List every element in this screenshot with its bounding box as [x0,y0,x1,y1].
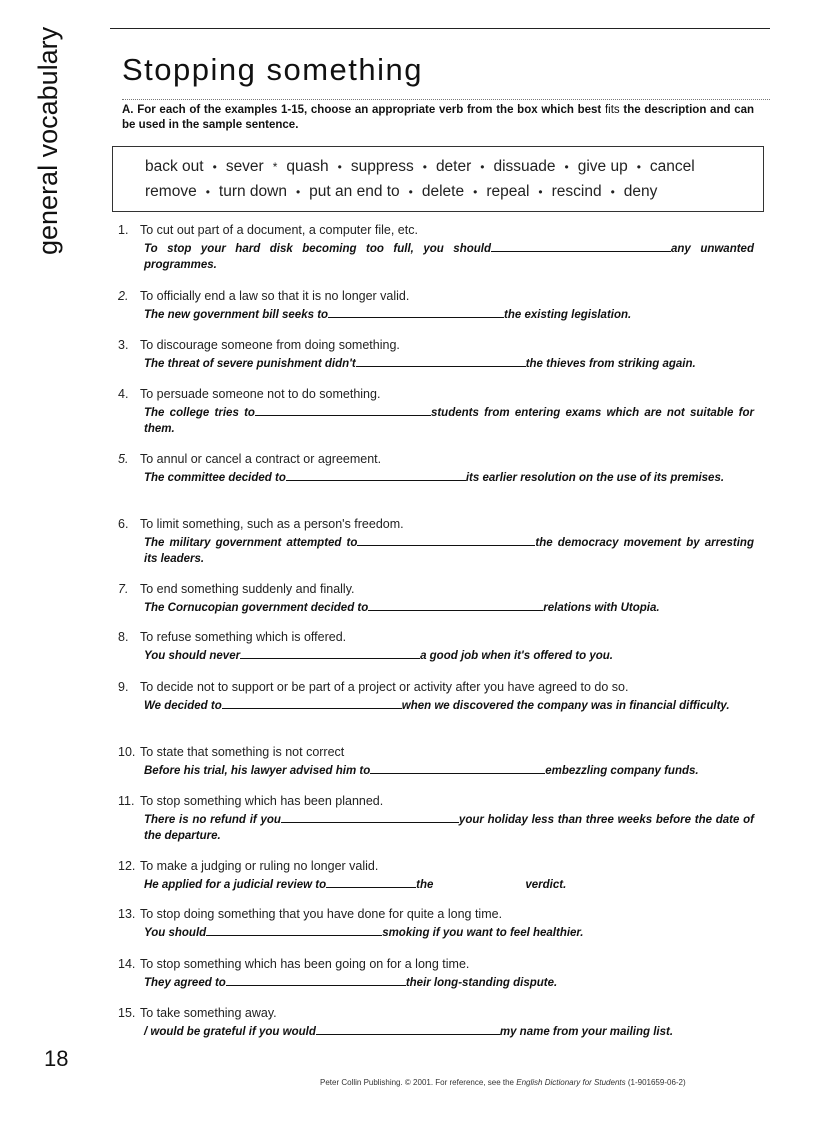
word: deter [435,158,472,175]
item-sentence: There is no refund if you your holiday less than three weeks before the date of the departure. [118,811,754,844]
item-sentence: The committee decided to its earlier resolution on the use of its premises. [118,469,754,486]
item-definition: To stop something which has been going on for a long time. [140,957,470,971]
item-sentence: The new government bill seeks to the existing legislation. [118,306,754,323]
item-definition: To officially end a law so that it is no longer valid. [140,289,410,303]
item-sentence: They agreed to their long-standing dispute. [118,974,754,991]
item-definition: To persuade someone not to do something. [140,387,381,401]
item-number: 2. [118,289,129,303]
bullet: • [422,160,427,174]
top-rule [110,28,770,29]
item-sentence: / would be grateful if you would my name from your mailing list. [118,1023,754,1040]
item-definition: To stop doing something that you have done for quite a long time. [140,907,503,921]
word: suppress [350,158,414,175]
bullet: • [295,185,301,199]
page-title: Stopping something [122,52,424,87]
item-sentence: Before his trial, his lawyer advised him to embezzling company funds. [118,762,754,779]
item-number: 15. [118,1006,136,1020]
exercise-item [118,793,754,844]
item-number: 7. [118,582,129,596]
footer-isbn: (1-901659-06-2) [627,1078,686,1087]
instructions [122,103,754,133]
exercise-item [118,906,754,941]
item-definition: To take something away. [140,1006,277,1020]
answer-blank[interactable] [255,404,431,416]
exercise-item [118,386,754,437]
word: turn down [218,183,287,200]
item-definition: To cut out part of a document, a computer file, etc. [140,223,418,237]
bullet: • [636,160,641,174]
item-definition: To state that something is not correct [140,745,345,759]
exercise-item [118,581,754,616]
word: cancel [649,158,695,175]
exercise-item [118,858,754,893]
exercise-item [118,337,754,372]
item-definition: To refuse something which is offered. [140,630,347,644]
asterisk-separator: * [272,160,278,174]
word: dissuade [493,158,556,175]
footer [320,1078,686,1087]
item-definition: To annul or cancel a contract or agreement. [140,452,382,466]
exercise-item [118,629,754,664]
item-number: 1. [118,223,129,237]
word: repeal [486,183,530,200]
exercise-item [118,679,754,714]
word: quash [286,158,329,175]
item-sentence: You should smoking if you want to feel healthier. [118,924,754,941]
answer-blank[interactable] [356,355,526,367]
answer-blank[interactable] [370,762,545,774]
exercise-item [118,451,754,486]
answer-blank[interactable] [491,240,671,252]
exercise-item [118,744,754,779]
word: deny [623,183,658,200]
item-sentence: The college tries to students from entering exams which are not suitable for them. [118,404,754,437]
word: sever [225,158,264,175]
bullet: • [473,185,478,199]
item-number: 14. [118,957,136,971]
item-number: 9. [118,680,129,694]
word: put an end to [309,183,400,200]
exercise-item [118,1005,754,1040]
word-box [112,146,764,212]
item-definition: To stop something which has been planned. [140,794,384,808]
side-label: general vocabulary [33,26,63,255]
item-definition: To limit something, such as a person's freedom. [140,517,404,531]
instructions-bold-2: the description and can be used in the sample sentence. [122,104,755,131]
item-sentence: The Cornucopian government decided to relations with Utopia. [118,599,754,616]
item-sentence: We decided to when we discovered the company was in financial difficulty. [118,697,754,714]
item-number: 4. [118,387,129,401]
exercise-item [118,222,754,273]
bullet: • [337,160,342,174]
word-box-line-1 [145,158,695,176]
answer-blank[interactable] [368,599,543,611]
answer-blank[interactable] [316,1023,500,1035]
answer-blank[interactable] [357,534,535,546]
item-number: 6. [118,517,129,531]
item-number: 11. [118,794,135,808]
bullet: • [212,160,217,174]
item-sentence: The military government attempted to the democracy movement by arresting its leaders. [118,534,754,567]
answer-blank[interactable] [226,974,406,986]
answer-blank[interactable] [281,811,459,823]
exercise-item [118,956,754,991]
bullet: • [538,185,543,199]
answer-blank[interactable] [286,469,466,481]
bullet: • [480,160,485,174]
bullet: • [564,160,569,174]
item-number: 10. [118,745,136,759]
bullet: • [610,185,615,199]
answer-blank[interactable] [206,924,382,936]
instructions-bold: A. For each of the examples 1-15, choose an appropriate verb from the box which best [122,104,602,116]
exercise-item [118,288,754,323]
bullet: • [205,185,210,199]
item-sentence: He applied for a judicial review to the verdict. [118,876,754,893]
word-box-line-2 [145,183,657,201]
word: back out [145,158,204,175]
answer-blank[interactable] [222,697,402,709]
footer-prefix: Peter Collin Publishing. © 2001. For reference, see the [320,1078,514,1087]
item-number: 5. [118,452,129,466]
answer-blank[interactable] [326,876,416,888]
bullet: • [408,185,413,199]
word: rescind [551,183,602,200]
page-number: 18 [44,1046,69,1071]
item-definition: To make a judging or ruling no longer valid. [140,859,379,873]
word: remove [145,183,197,200]
exercise-item [118,516,754,567]
word: delete [421,183,465,200]
instructions-normal: fits [604,104,620,116]
item-definition: To decide not to support or be part of a project or activity after you have agreed to do so. [140,680,629,694]
item-number: 12. [118,859,136,873]
answer-blank[interactable] [240,647,420,659]
item-number: 13. [118,907,136,921]
item-sentence: The threat of severe punishment didn't the thieves from striking again. [118,355,754,372]
title-rule [122,99,770,100]
answer-blank[interactable] [328,306,504,318]
item-sentence: You should never a good job when it's offered to you. [118,647,754,664]
item-number: 3. [118,338,129,352]
item-definition: To discourage someone from doing something. [140,338,400,352]
footer-book-title: English Dictionary for Students [516,1078,626,1087]
word: give up [577,158,628,175]
item-number: 8. [118,630,129,644]
item-sentence: To stop your hard disk becoming too full, you should any unwanted programmes. [118,240,754,273]
item-definition: To end something suddenly and finally. [140,582,355,596]
